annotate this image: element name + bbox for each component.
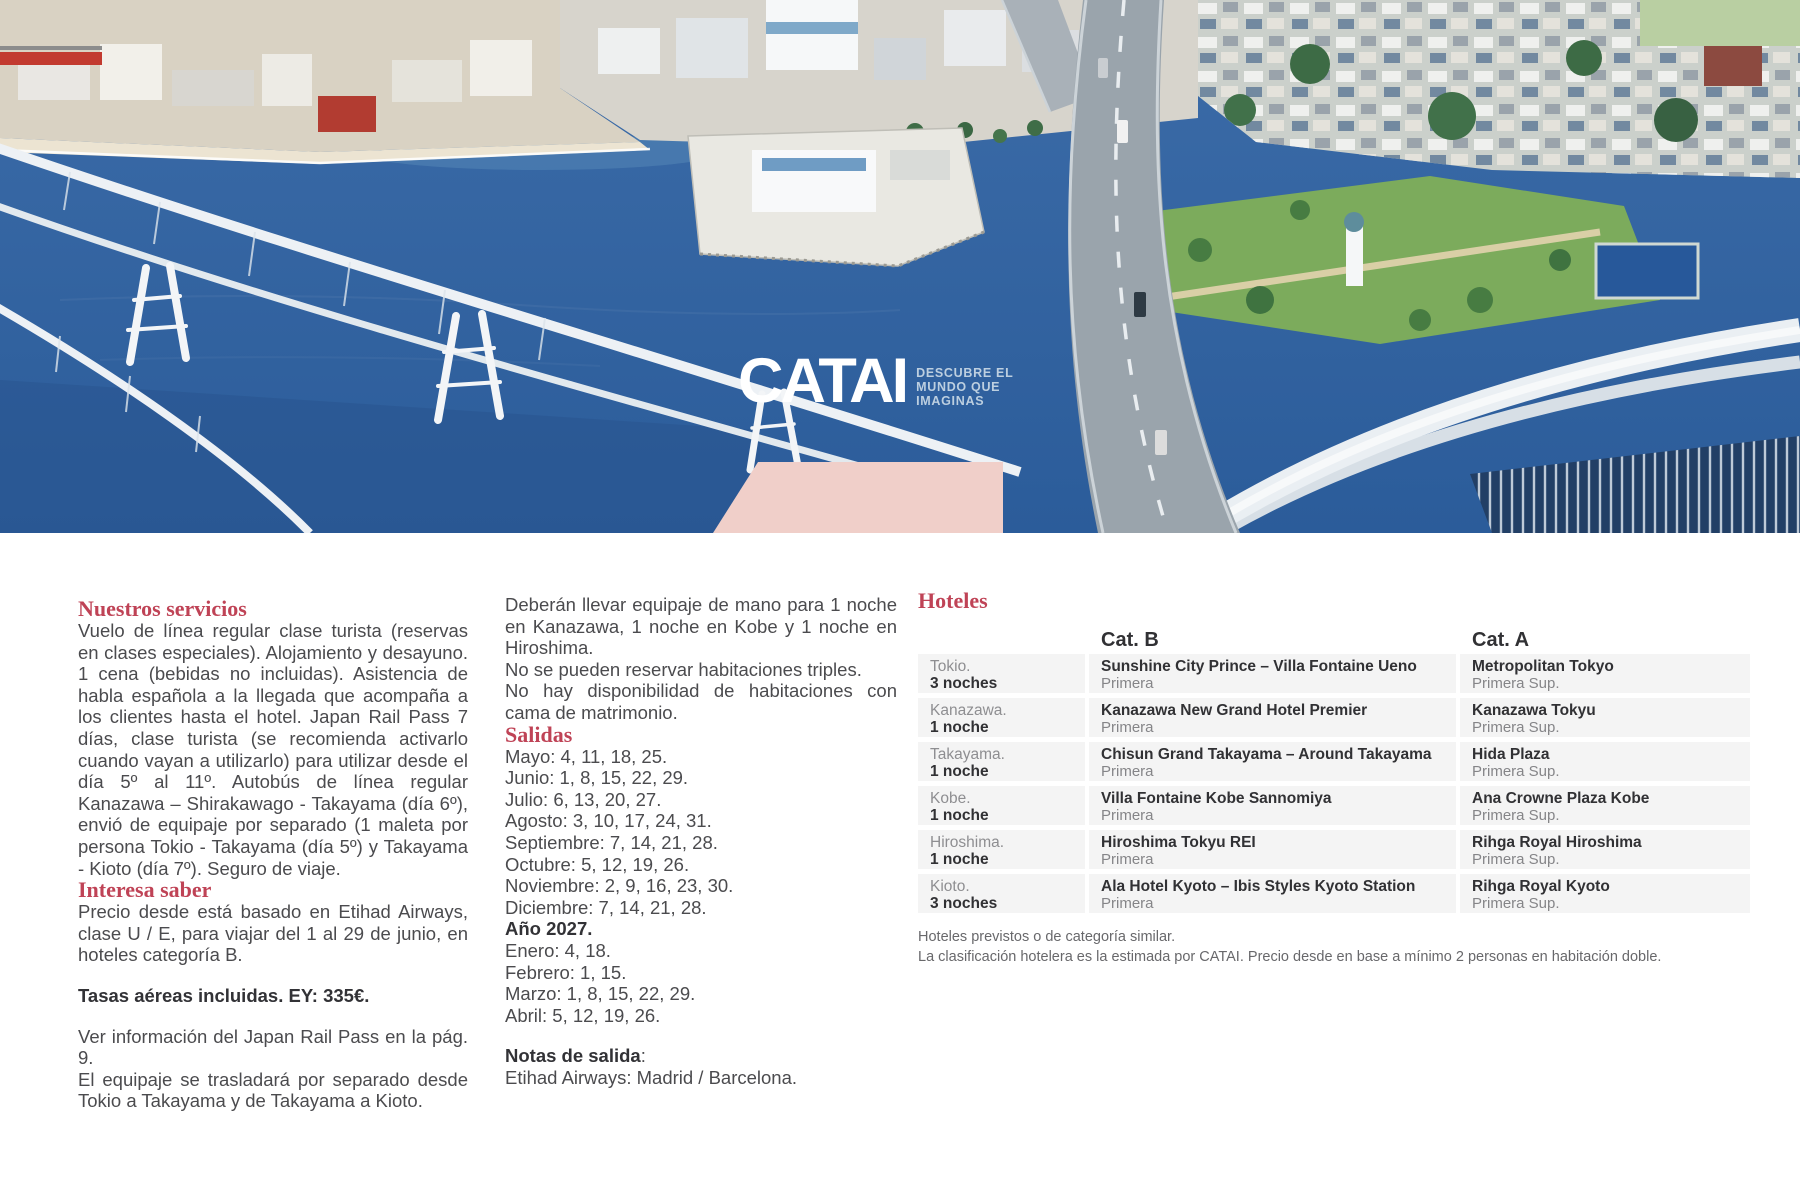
cat-b-cell — [1089, 786, 1456, 825]
notes-colon: : — [640, 1045, 646, 1067]
hotel-name: Hiroshima Tokyu REI — [1101, 834, 1256, 851]
nights: 1 noche — [930, 851, 989, 868]
hotels-table-header — [918, 628, 1750, 654]
cat-a-header: Cat. A — [1472, 629, 1530, 651]
cat-a-cell — [1460, 654, 1750, 693]
hotel-name: Chisun Grand Takayama – Around Takayama — [1101, 746, 1432, 763]
city-cell — [918, 654, 1085, 693]
hotel-class: Primera — [1101, 851, 1154, 868]
red-train — [0, 52, 102, 65]
hotel-row — [918, 786, 1750, 825]
catai-logo — [738, 346, 1014, 416]
hotel-class: Primera Sup. — [1472, 719, 1560, 736]
notes-heading — [505, 1045, 897, 1067]
hotel-class: Primera Sup. — [1472, 851, 1560, 868]
catai-tagline — [916, 356, 1013, 408]
lighthouse — [1346, 226, 1363, 286]
cat-b-cell — [1089, 698, 1456, 737]
hotel-name: Hida Plaza — [1472, 746, 1550, 763]
salida-year: Año 2027. — [505, 918, 593, 940]
hotels-footnote: Hoteles previstos o de categoría similar. — [918, 929, 1176, 945]
city-cell — [918, 698, 1085, 737]
hotel-class: Primera — [1101, 895, 1154, 912]
hotel-name: Ala Hotel Kyoto – Ibis Styles Kyoto Station — [1101, 878, 1416, 895]
notes-title: Notas de salida — [505, 1045, 641, 1067]
services-body: Vuelo de línea regular clase turista (reservas en clases especiales). Alojamiento y desayuno. 1 cena (bebidas no incluidas). Asistencia de habla española a la llegada que acompaña a los clientes hasta el hotel. Japan Rail Pass 7 días, clase turista (se recomienda activarlo cuando vayan a utilizarlo) para utilizar desde el día 5º al 11º. Autobús de línea regular Kanazawa – Shirakawago - Takayama (día 6º), envió de equipaje por separado (1 maleta por persona Tokio - Takayama (día 5º) y Takayama - Kioto (día 7º). Seguro de viaje. — [78, 620, 468, 879]
hotels-title: Hoteles — [918, 588, 988, 613]
departures-column — [505, 594, 897, 1088]
handluggage-note: Deberán llevar equipaje de mano para 1 noche en Kanazawa, 1 noche en Kobe y 1 noche en Hiroshima. — [505, 594, 897, 659]
nights: 3 noches — [930, 895, 998, 912]
hotel-name: Ana Crowne Plaza Kobe — [1472, 790, 1650, 807]
salida-month: Diciembre: 7, 14, 21, 28. — [505, 896, 707, 918]
hotel-row — [918, 654, 1750, 693]
hotel-name: Rihga Royal Hiroshima — [1472, 834, 1642, 851]
cat-a-cell — [1460, 786, 1750, 825]
nights: 3 noches — [930, 675, 998, 692]
jrpass-note: Ver información del Japan Rail Pass en la pág. 9. — [78, 1025, 468, 1069]
salida-month: Agosto: 3, 10, 17, 24, 31. — [505, 810, 712, 832]
salida-month: Octubre: 5, 12, 19, 26. — [505, 853, 690, 875]
salida-month: Julio: 6, 13, 20, 27. — [505, 788, 662, 810]
hotel-class: Primera — [1101, 763, 1154, 780]
salida-month: Febrero: 1, 15. — [505, 961, 627, 983]
hotel-name: Villa Fontaine Kobe Sannomiya — [1101, 790, 1332, 807]
salidas-list — [505, 746, 897, 1027]
cat-b-cell — [1089, 654, 1456, 693]
city-name: Kanazawa. — [930, 702, 1007, 719]
vehicle — [1117, 120, 1128, 143]
vehicle — [1155, 430, 1167, 455]
nights: 1 noche — [930, 807, 989, 824]
cat-a-cell — [1460, 742, 1750, 781]
salida-month: Septiembre: 7, 14, 21, 28. — [505, 831, 718, 853]
city-name: Kobe. — [930, 790, 971, 807]
cat-a-cell — [1460, 698, 1750, 737]
hotel-class: Primera Sup. — [1472, 895, 1560, 912]
pink-overlay-block — [713, 462, 1003, 533]
cat-b-header: Cat. B — [1101, 629, 1159, 651]
tagline-line: DESCUBRE EL — [916, 366, 1014, 380]
cat-b-cell — [1089, 742, 1456, 781]
hotel-class: Primera — [1101, 807, 1154, 824]
coastal-town-left — [0, 0, 650, 164]
pier-complex — [688, 128, 984, 266]
cat-a-cell — [1460, 874, 1750, 913]
salida-month: Enero: 4, 18. — [505, 939, 611, 961]
tagline-line: IMAGINAS — [916, 393, 985, 408]
cat-a-cell — [1460, 830, 1750, 869]
salida-month: Noviembre: 2, 9, 16, 23, 30. — [505, 875, 734, 897]
hotel-class: Primera — [1101, 719, 1154, 736]
hotel-row — [918, 830, 1750, 869]
cat-b-cell — [1089, 874, 1456, 913]
salida-month: Marzo: 1, 8, 15, 22, 29. — [505, 983, 696, 1005]
hotel-name: Kanazawa Tokyu — [1472, 702, 1596, 719]
hero-photo — [0, 0, 1800, 533]
city-name: Tokio. — [930, 658, 971, 675]
vehicle — [1134, 292, 1146, 317]
luggage-note: El equipaje se trasladará por separado desde Tokio a Takayama y de Takayama a Kioto. — [78, 1068, 468, 1112]
hotel-class: Primera Sup. — [1472, 807, 1560, 824]
bridge-aerial-scene — [0, 0, 1800, 533]
salida-month: Mayo: 4, 11, 18, 25. — [505, 745, 668, 767]
hotel-name: Rihga Royal Kyoto — [1472, 878, 1610, 895]
tagline-line: MUNDO QUE — [916, 379, 1001, 394]
catai-wordmark: CATAI — [738, 346, 907, 416]
salida-month: Junio: 1, 8, 15, 22, 29. — [505, 767, 689, 789]
cat-b-cell — [1089, 830, 1456, 869]
services-column — [78, 598, 468, 1112]
airline-cities: Etihad Airways: Madrid / Barcelona. — [505, 1066, 798, 1088]
interesa-title: Interesa saber — [78, 877, 212, 903]
pond — [1596, 244, 1698, 298]
city-cell — [918, 874, 1085, 913]
hotel-name: Metropolitan Tokyo — [1472, 658, 1614, 675]
hotel-row — [918, 698, 1750, 737]
hotel-row — [918, 742, 1750, 781]
hotel-class: Primera Sup. — [1472, 763, 1560, 780]
city-cell — [918, 830, 1085, 869]
city-cell — [918, 742, 1085, 781]
city-name: Takayama. — [930, 746, 1005, 763]
vehicle — [1098, 58, 1108, 78]
services-title: Nuestros servicios — [78, 596, 247, 621]
doublebed-note: No hay disponibilidad de habitaciones con cama de matrimonio. — [505, 680, 897, 723]
hotels-section — [918, 590, 1750, 967]
hotels-footnote: La clasificación hotelera es la estimada por CATAI. Precio desde en base a mínimo 2 personas en habitación doble. — [918, 949, 1662, 965]
hotel-row — [918, 874, 1750, 913]
nights: 1 noche — [930, 719, 989, 736]
nights: 1 noche — [930, 763, 989, 780]
triples-note: No se pueden reservar habitaciones triples. — [505, 658, 862, 680]
airfare-note: Tasas aéreas incluidas. EY: 335€. — [78, 984, 370, 1006]
city-name: Kioto. — [930, 878, 970, 895]
city-name: Hiroshima. — [930, 834, 1005, 851]
hotel-class: Primera — [1101, 675, 1154, 692]
hotel-class: Primera Sup. — [1472, 675, 1560, 692]
hotel-name: Kanazawa New Grand Hotel Premier — [1101, 702, 1368, 719]
interesa-body: Precio desde está basado en Etihad Airways, clase U / E, para viajar del 1 al 29 de junio, en hoteles categoría B. — [78, 901, 468, 966]
city-cell — [918, 786, 1085, 825]
salida-month: Abril: 5, 12, 19, 26. — [505, 1004, 661, 1026]
salidas-title: Salidas — [505, 721, 573, 747]
hotel-name: Sunshine City Prince – Villa Fontaine Ueno — [1101, 658, 1417, 675]
